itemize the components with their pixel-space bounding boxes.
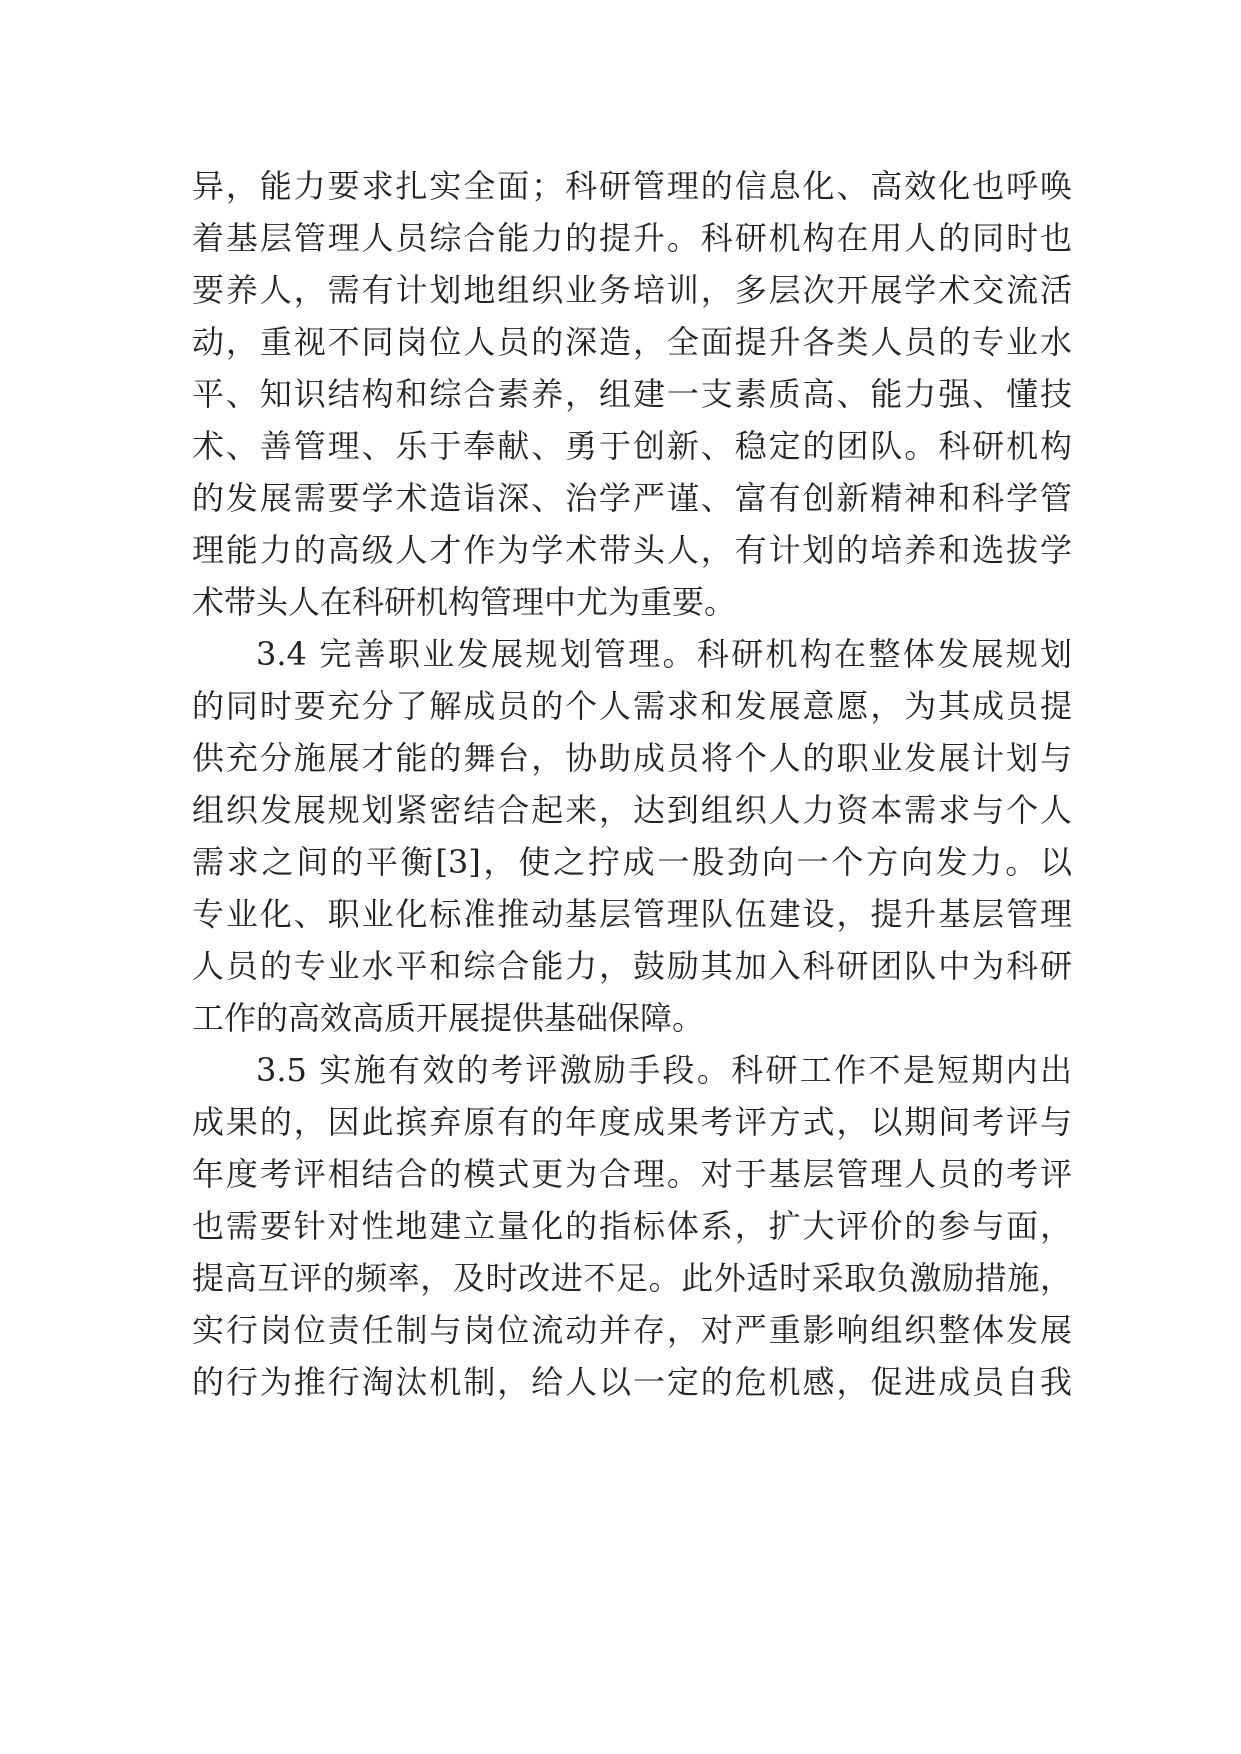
paragraph-3-line-5: 提高互评的频率，及时改进不足。此外适时采取负激励措施， [192, 1259, 1072, 1297]
paragraph-2-line-6: 专业化、职业化标准推动基层管理队伍建设，提升基层管理 [192, 895, 1072, 933]
paragraph-2-line-8: 工作的高效高质开展提供基础保障。 [192, 999, 705, 1037]
paragraph-1-line-4: 动，重视不同岗位人员的深造，全面提升各类人员的专业水 [192, 323, 1072, 361]
paragraph-1-line-5: 平、知识结构和综合素养，组建一支素质高、能力强、懂技 [192, 375, 1072, 413]
paragraph-3-line-3: 年度考评相结合的模式更为合理。对于基层管理人员的考评 [192, 1155, 1072, 1193]
paragraph-2-line-1: 3.4 完善职业发展规划管理。科研机构在整体发展规划 [256, 635, 1072, 673]
paragraph-3-line-4: 也需要针对性地建立量化的指标体系，扩大评价的参与面， [192, 1207, 1072, 1245]
paragraph-2-line-7: 人员的专业水平和综合能力，鼓励其加入科研团队中为科研 [192, 947, 1072, 985]
paragraph-1-line-1: 异，能力要求扎实全面；科研管理的信息化、高效化也呼唤 [192, 167, 1072, 205]
paragraph-1-line-9: 术带头人在科研机构管理中尤为重要。 [192, 583, 737, 621]
paragraph-2-line-2: 的同时要充分了解成员的个人需求和发展意愿，为其成员提 [192, 687, 1072, 725]
paragraph-1-line-8: 理能力的高级人才作为学术带头人，有计划的培养和选拔学 [192, 531, 1072, 569]
paragraph-3-line-6: 实行岗位责任制与岗位流动并存，对严重影响组织整体发展 [192, 1311, 1072, 1349]
body-text [192, 160, 1072, 1408]
paragraph-1-line-7: 的发展需要学术造诣深、治学严谨、富有创新精神和科学管 [192, 479, 1072, 517]
paragraph-3-line-1: 3.5 实施有效的考评激励手段。科研工作不是短期内出 [256, 1051, 1072, 1089]
paragraph-1-line-6: 术、善管理、乐于奉献、勇于创新、稳定的团队。科研机构 [192, 427, 1072, 465]
paragraph-3-line-7: 的行为推行淘汰机制，给人以一定的危机感，促进成员自我 [192, 1363, 1072, 1401]
paragraph-1-line-2: 着基层管理人员综合能力的提升。科研机构在用人的同时也 [192, 219, 1072, 257]
paragraph-2-line-5: 需求之间的平衡[3]，使之拧成一股劲向一个方向发力。以 [192, 843, 1072, 881]
paragraph-2-line-3: 供充分施展才能的舞台，协助成员将个人的职业发展计划与 [192, 739, 1072, 777]
paragraph-3-line-2: 成果的，因此摈弃原有的年度成果考评方式，以期间考评与 [192, 1103, 1072, 1141]
paragraph-1-line-3: 要养人，需有计划地组织业务培训，多层次开展学术交流活 [192, 271, 1072, 309]
paragraph-2-line-4: 组织发展规划紧密结合起来，达到组织人力资本需求与个人 [192, 791, 1072, 829]
